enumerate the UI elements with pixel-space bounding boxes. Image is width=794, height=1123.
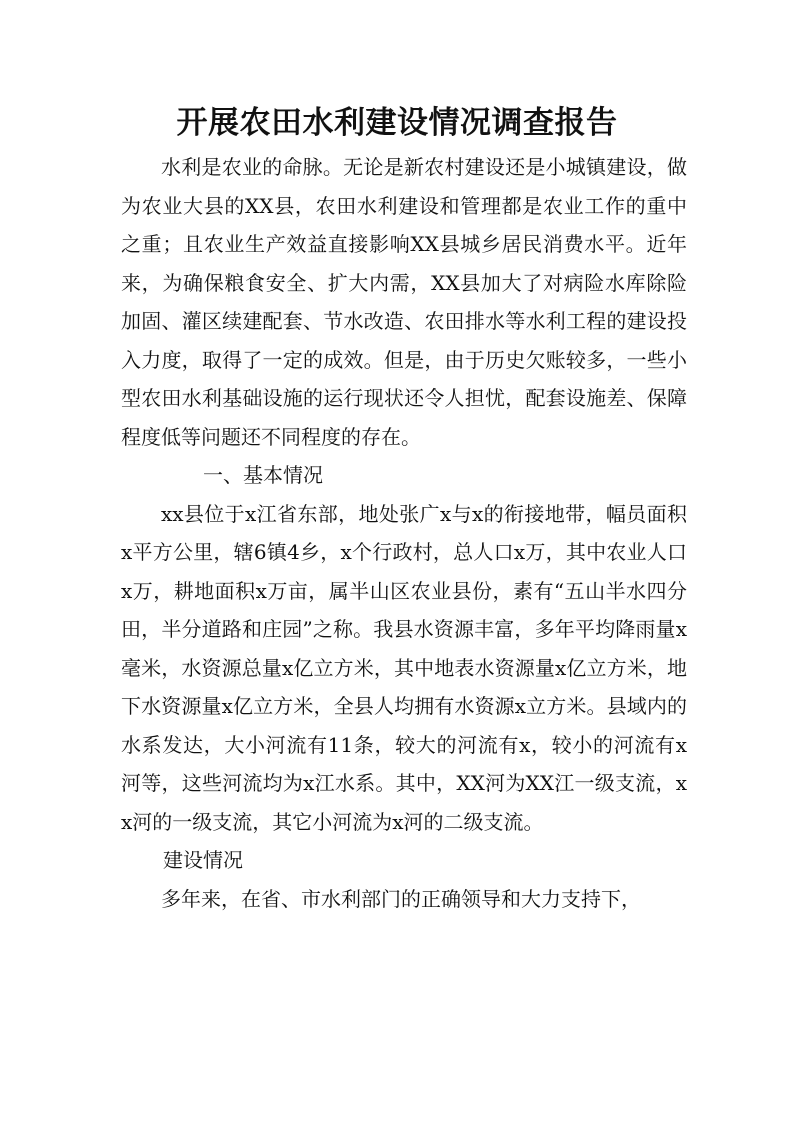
document-title: 开展农田水利建设情况调查报告 bbox=[176, 105, 618, 141]
paragraph-construction: 多年来，在省、市水利部门的正确领导和大力支持下， bbox=[161, 886, 641, 911]
section-heading-basic-situation: 一、基本情况 bbox=[203, 463, 323, 487]
paragraph-basic-situation: xx县位于x江省东部，地处张广x与x的衔接地带，幅员面积x平方公里，辖6镇4乡，x个行政村，总人口x万，其中农业人口x万，耕地面积x万亩，属半山区农业县份，素有“五山半水四分田，半分道路和庄园”之称。我县水资源丰富，多年平均降雨量x毫米，水资源总量x亿立方米，其中地表水资源量x亿立方米，地下水资源量x亿立方米，全县人均拥有水资源x立方米。县域内的水系发达，大小河流有11条，较大的河流有x，较小的河流有x河等，这些河流均为x江水系。其中，XX河为XX江一级支流，xx河的一级支流，其它小河流为x河的二级支流。 bbox=[121, 501, 687, 834]
section-heading-construction: 建设情况 bbox=[163, 848, 243, 872]
document-body bbox=[121, 148, 687, 918]
paragraph-intro: 水利是农业的命脉。无论是新农村建设还是小城镇建设，做为农业大县的XX县，农田水利建设和管理都是农业工作的重中之重；且农业生产效益直接影响XX县城乡居民消费水平。近年来，为确保粮食安全、扩大内需，XX县加大了对病险水库除险加固、灌区续建配套、节水改造、农田排水等水利工程的建设投入力度，取得了一定的成效。但是，由于历史欠账较多，一些小型农田水利基础设施的运行现状还令人担忧，配套设施差、保障程度低等问题还不同程度的存在。 bbox=[121, 155, 687, 449]
